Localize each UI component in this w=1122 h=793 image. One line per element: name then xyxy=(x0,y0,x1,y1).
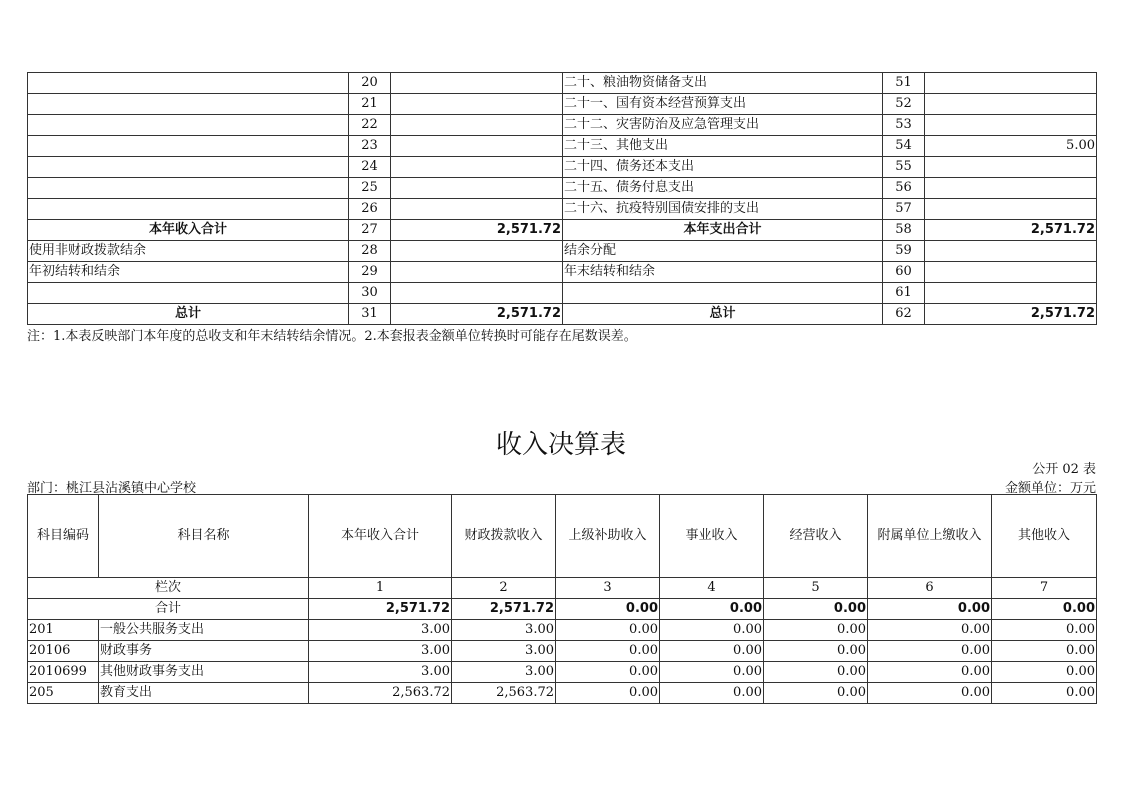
expense-item-name: 二十、粮油物资储备支出 xyxy=(563,73,883,94)
amount-cell: 0.00 xyxy=(868,662,992,683)
expense-amount xyxy=(925,178,1097,199)
income-row-number: 23 xyxy=(349,136,391,157)
income-table xyxy=(27,494,1097,704)
income-amount xyxy=(391,157,563,178)
income-amount xyxy=(391,283,563,304)
header-row xyxy=(28,495,1097,578)
amount-cell: 0.00 xyxy=(868,683,992,704)
expense-item-name: 二十三、其他支出 xyxy=(563,136,883,157)
expense-amount xyxy=(925,262,1097,283)
income-item-name xyxy=(28,73,349,94)
income-item-name xyxy=(28,178,349,199)
expense-item-name: 二十六、抗疫特别国债安排的支出 xyxy=(563,199,883,220)
expense-item-name: 本年支出合计 xyxy=(563,220,883,241)
amount-cell: 0.00 xyxy=(764,641,868,662)
expense-item-name: 总计 xyxy=(563,304,883,325)
amount-cell: 0.00 xyxy=(764,683,868,704)
table-row xyxy=(28,262,1097,283)
expense-item-name: 二十一、国有资本经营预算支出 xyxy=(563,94,883,115)
income-item-name: 本年收入合计 xyxy=(28,220,349,241)
table-row xyxy=(28,115,1097,136)
expense-row-number: 61 xyxy=(883,283,925,304)
income-item-name xyxy=(28,283,349,304)
income-amount xyxy=(391,178,563,199)
header-cell: 附属单位上缴收入 xyxy=(868,495,992,578)
expense-item-name xyxy=(563,283,883,304)
total-value: 2,571.72 xyxy=(452,599,556,620)
income-row-number: 31 xyxy=(349,304,391,325)
amount-cell: 0.00 xyxy=(660,620,764,641)
income-row-number: 22 xyxy=(349,115,391,136)
table-row xyxy=(28,136,1097,157)
page-title: 收入决算表 xyxy=(495,430,626,460)
total-value: 0.00 xyxy=(556,599,660,620)
column-index: 5 xyxy=(764,578,868,599)
total-label: 合计 xyxy=(28,599,309,620)
income-amount xyxy=(391,199,563,220)
subject-code: 201 xyxy=(28,620,99,641)
header-cell: 科目名称 xyxy=(99,495,309,578)
subject-name: 财政事务 xyxy=(99,641,309,662)
subject-name: 其他财政事务支出 xyxy=(99,662,309,683)
expense-amount xyxy=(925,115,1097,136)
expense-row-number: 55 xyxy=(883,157,925,178)
expense-row-number: 51 xyxy=(883,73,925,94)
income-row-number: 21 xyxy=(349,94,391,115)
subject-name: 一般公共服务支出 xyxy=(99,620,309,641)
overview-table xyxy=(27,72,1097,325)
expense-row-number: 52 xyxy=(883,94,925,115)
amount-cell: 0.00 xyxy=(868,641,992,662)
amount-cell: 3.00 xyxy=(309,662,452,683)
expense-amount xyxy=(925,199,1097,220)
income-item-name: 使用非财政拨款结余 xyxy=(28,241,349,262)
expense-amount: 5.00 xyxy=(925,136,1097,157)
income-row-number: 28 xyxy=(349,241,391,262)
expense-amount xyxy=(925,94,1097,115)
income-row-number: 29 xyxy=(349,262,391,283)
table-row xyxy=(28,73,1097,94)
subject-code: 20106 xyxy=(28,641,99,662)
income-row-number: 25 xyxy=(349,178,391,199)
table-row xyxy=(28,662,1097,683)
column-index: 6 xyxy=(868,578,992,599)
amount-cell: 0.00 xyxy=(992,620,1097,641)
expense-row-number: 62 xyxy=(883,304,925,325)
expense-item-name: 二十五、债务付息支出 xyxy=(563,178,883,199)
expense-item-name: 结余分配 xyxy=(563,241,883,262)
table-row xyxy=(28,178,1097,199)
income-amount xyxy=(391,241,563,262)
table-row xyxy=(28,241,1097,262)
amount-cell: 0.00 xyxy=(992,662,1097,683)
amount-cell: 3.00 xyxy=(452,662,556,683)
column-index-row xyxy=(28,578,1097,599)
amount-cell: 2,563.72 xyxy=(452,683,556,704)
income-amount xyxy=(391,262,563,283)
table-row xyxy=(28,641,1097,662)
table-row xyxy=(28,94,1097,115)
expense-row-number: 57 xyxy=(883,199,925,220)
header-cell: 事业收入 xyxy=(660,495,764,578)
total-value: 0.00 xyxy=(660,599,764,620)
income-item-name xyxy=(28,199,349,220)
subject-name: 教育支出 xyxy=(99,683,309,704)
expense-amount xyxy=(925,73,1097,94)
column-index: 3 xyxy=(556,578,660,599)
header-cell: 上级补助收入 xyxy=(556,495,660,578)
amount-cell: 0.00 xyxy=(556,620,660,641)
expense-row-number: 58 xyxy=(883,220,925,241)
table-row xyxy=(28,304,1097,325)
amount-unit-label: 金额单位：万元 xyxy=(1004,481,1096,496)
column-index: 2 xyxy=(452,578,556,599)
amount-cell: 3.00 xyxy=(452,641,556,662)
expense-item-name: 年末结转和结余 xyxy=(563,262,883,283)
table-note: 注：1.本表反映部门本年度的总收支和年末结转结余情况。2.本套报表金额单位转换时可能存在尾数误差。 xyxy=(27,329,637,344)
amount-cell: 0.00 xyxy=(992,683,1097,704)
expense-amount: 2,571.72 xyxy=(925,304,1097,325)
income-row-number: 27 xyxy=(349,220,391,241)
expense-item-name: 二十二、灾害防治及应急管理支出 xyxy=(563,115,883,136)
subject-code: 2010699 xyxy=(28,662,99,683)
amount-cell: 3.00 xyxy=(309,641,452,662)
income-row-number: 24 xyxy=(349,157,391,178)
table-row xyxy=(28,220,1097,241)
subject-code: 205 xyxy=(28,683,99,704)
total-row xyxy=(28,599,1097,620)
total-value: 0.00 xyxy=(868,599,992,620)
amount-cell: 0.00 xyxy=(556,662,660,683)
income-amount xyxy=(391,136,563,157)
amount-cell: 3.00 xyxy=(452,620,556,641)
form-number: 公开 02 表 xyxy=(1032,462,1096,477)
table-row xyxy=(28,683,1097,704)
department-label: 部门：桃江县沾溪镇中心学校 xyxy=(27,481,197,496)
table-row xyxy=(28,199,1097,220)
expense-amount xyxy=(925,283,1097,304)
amount-cell: 0.00 xyxy=(660,662,764,683)
table-row xyxy=(28,283,1097,304)
column-index-label: 栏次 xyxy=(28,578,309,599)
expense-item-name: 二十四、债务还本支出 xyxy=(563,157,883,178)
income-amount xyxy=(391,115,563,136)
total-value: 2,571.72 xyxy=(309,599,452,620)
expense-row-number: 53 xyxy=(883,115,925,136)
column-index: 1 xyxy=(309,578,452,599)
expense-row-number: 56 xyxy=(883,178,925,199)
table-row xyxy=(28,157,1097,178)
header-cell: 科目编码 xyxy=(28,495,99,578)
amount-cell: 0.00 xyxy=(556,683,660,704)
column-index: 7 xyxy=(992,578,1097,599)
total-value: 0.00 xyxy=(992,599,1097,620)
amount-cell: 0.00 xyxy=(660,641,764,662)
income-amount: 2,571.72 xyxy=(391,304,563,325)
amount-cell: 0.00 xyxy=(764,620,868,641)
amount-cell: 0.00 xyxy=(556,641,660,662)
income-row-number: 26 xyxy=(349,199,391,220)
income-amount xyxy=(391,73,563,94)
income-item-name: 年初结转和结余 xyxy=(28,262,349,283)
amount-cell: 3.00 xyxy=(309,620,452,641)
income-row-number: 30 xyxy=(349,283,391,304)
income-item-name xyxy=(28,157,349,178)
amount-cell: 2,563.72 xyxy=(309,683,452,704)
header-cell: 经营收入 xyxy=(764,495,868,578)
income-item-name xyxy=(28,94,349,115)
expense-amount: 2,571.72 xyxy=(925,220,1097,241)
header-cell: 本年收入合计 xyxy=(309,495,452,578)
expense-row-number: 59 xyxy=(883,241,925,262)
expense-row-number: 60 xyxy=(883,262,925,283)
income-amount: 2,571.72 xyxy=(391,220,563,241)
expense-amount xyxy=(925,241,1097,262)
amount-cell: 0.00 xyxy=(868,620,992,641)
income-row-number: 20 xyxy=(349,73,391,94)
table-row xyxy=(28,620,1097,641)
header-cell: 财政拨款收入 xyxy=(452,495,556,578)
income-item-name xyxy=(28,136,349,157)
amount-cell: 0.00 xyxy=(660,683,764,704)
expense-amount xyxy=(925,157,1097,178)
income-amount xyxy=(391,94,563,115)
amount-cell: 0.00 xyxy=(764,662,868,683)
income-item-name: 总计 xyxy=(28,304,349,325)
amount-cell: 0.00 xyxy=(992,641,1097,662)
column-index: 4 xyxy=(660,578,764,599)
income-item-name xyxy=(28,115,349,136)
total-value: 0.00 xyxy=(764,599,868,620)
header-cell: 其他收入 xyxy=(992,495,1097,578)
expense-row-number: 54 xyxy=(883,136,925,157)
